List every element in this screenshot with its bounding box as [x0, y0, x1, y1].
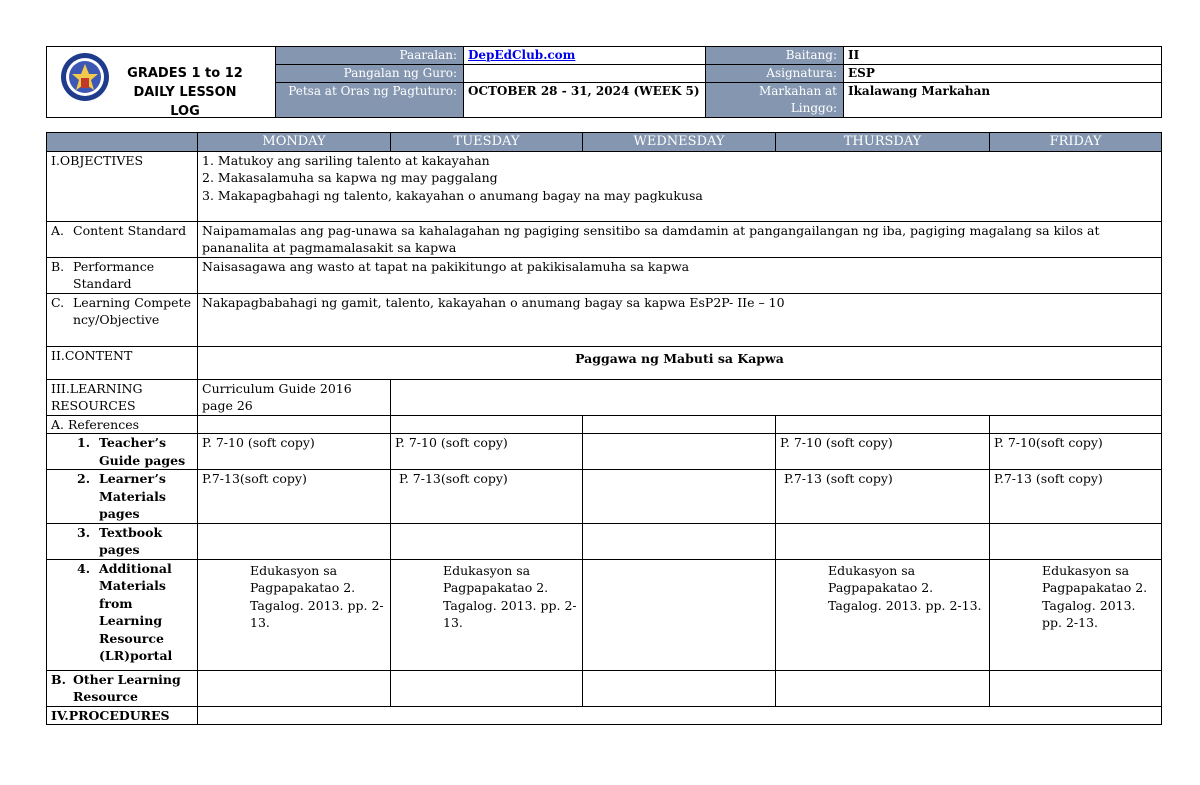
lesson-log-table [46, 132, 1162, 725]
empty-cell [583, 670, 776, 706]
objective-item: 1. Matukoy ang sariling talento at kakayahan [202, 152, 490, 168]
markahan-value: Ikalawang Markahan [844, 83, 1162, 118]
empty-cell [198, 523, 391, 559]
competency-prefix: C. [51, 294, 65, 310]
paaralan-value[interactable] [464, 47, 706, 65]
teachers-guide-wednesday [583, 434, 776, 470]
additional-thursday: Edukasyon sa Pagpapakatao 2. Tagalog. 2013. pp. 2-13. [776, 559, 990, 670]
competency-label: C. Learning Competency/Objective [47, 293, 198, 346]
empty-cell [990, 415, 1162, 434]
procedures-content [198, 706, 1162, 725]
petsa-value: OCTOBER 28 - 31, 2024 (WEEK 5) [464, 83, 706, 118]
learners-materials-label: 2. Learner’s Materials pages [47, 470, 198, 524]
paaralan-link[interactable]: DepEdClub.com [468, 48, 576, 62]
objectives-list [198, 151, 1162, 221]
learners-materials-tuesday: P. 7-13(soft copy) [391, 470, 583, 524]
baitang-label: Baitang: [706, 47, 844, 65]
empty-cell [990, 523, 1162, 559]
content-text: Paggawa ng Mabuti sa Kapwa [198, 346, 1162, 379]
empty-cell [198, 670, 391, 706]
empty-cell [198, 415, 391, 434]
learners-materials-monday: P.7-13(soft copy) [198, 470, 391, 524]
performance-standard-label: B. Performance Standard [47, 257, 198, 293]
empty-cell [391, 670, 583, 706]
performance-standard-prefix: B. [51, 258, 65, 274]
resources-rest [391, 379, 1162, 415]
resources-label: III.LEARNING RESOURCES [47, 379, 198, 415]
textbook-label: 3. Textbook pages [47, 523, 198, 559]
asignatura-value: ESP [844, 65, 1162, 83]
baitang-value: II [844, 47, 1162, 65]
learners-materials-friday: P.7-13 (soft copy) [990, 470, 1162, 524]
empty-cell [776, 415, 990, 434]
day-thursday: THURSDAY [776, 133, 990, 152]
markahan-label: Markahan at Linggo: [706, 83, 844, 118]
empty-cell [583, 415, 776, 434]
objectives-label: I.OBJECTIVES [47, 151, 198, 221]
corner-cell [47, 133, 198, 152]
guro-value [464, 65, 706, 83]
empty-cell [776, 523, 990, 559]
logo-cell [47, 47, 276, 118]
content-standard-label: A. Content Standard [47, 221, 198, 257]
procedures-label: IV.PROCEDURES [47, 706, 198, 725]
content-label: II.CONTENT [47, 346, 198, 379]
objective-item: 3. Makapagbahagi ng talento, kakayahan o anumang bagay na may pagkukusa [202, 187, 703, 203]
guro-label: Pangalan ng Guro: [276, 65, 464, 83]
learners-materials-thursday: P.7-13 (soft copy) [776, 470, 990, 524]
competency-text: Nakapagbabahagi ng gamit, talento, kakayahan o anumang bagay sa kapwa EsP2P- IIe – 10 [198, 293, 1162, 346]
teachers-guide-monday: P. 7-10 (soft copy) [198, 434, 391, 470]
teachers-guide-tuesday: P. 7-10 (soft copy) [391, 434, 583, 470]
asignatura-label: Asignatura: [706, 65, 844, 83]
other-resource-label: B. Other Learning Resource [47, 670, 198, 706]
day-monday: MONDAY [198, 133, 391, 152]
teachers-guide-thursday: P. 7-10 (soft copy) [776, 434, 990, 470]
teachers-guide-friday: P. 7-10(soft copy) [990, 434, 1162, 470]
learners-materials-wednesday [583, 470, 776, 524]
day-wednesday: WEDNESDAY [583, 133, 776, 152]
petsa-label: Petsa at Oras ng Pagtuturo: [276, 83, 464, 118]
title-line-1: GRADES 1 to 12 [127, 66, 243, 81]
empty-cell [391, 523, 583, 559]
performance-standard-text: Naisasagawa ang wasto at tapat na pakikitungo at pakikisalamuha sa kapwa [198, 257, 1162, 293]
additional-wednesday [583, 559, 776, 670]
empty-cell [990, 670, 1162, 706]
references-label: A. References [47, 415, 198, 434]
additional-monday: Edukasyon sa Pagpapakatao 2. Tagalog. 2013. pp. 2-13. [198, 559, 391, 670]
empty-cell [391, 415, 583, 434]
additional-materials-label: 4. Additional Materials from Learning Resource (LR)portal [47, 559, 198, 670]
content-standard-text: Naipamamalas ang pag-unawa sa kahalagahan ng pagiging sensitibo sa damdamin at pangangailangan ng iba, pagiging magalang sa kilos at pananalita at pagmamalasakit sa kapwa [198, 221, 1162, 257]
additional-friday: Edukasyon sa Pagpapakatao 2. Tagalog. 2013. pp. 2-13. [990, 559, 1162, 670]
objective-item: 2. Makasalamuha sa kapwa ng may paggalang [202, 170, 498, 185]
empty-cell [583, 523, 776, 559]
resources-monday: Curriculum Guide 2016 page 26 [198, 379, 391, 415]
header-table [46, 46, 1162, 118]
content-standard-prefix: A. [51, 222, 65, 238]
title-line-2: DAILY LESSON LOG [133, 85, 237, 119]
day-tuesday: TUESDAY [391, 133, 583, 152]
additional-tuesday: Edukasyon sa Pagpapakatao 2. Tagalog. 2013. pp. 2-13. [391, 559, 583, 670]
teachers-guide-label: 1. Teacher’s Guide pages [47, 434, 198, 470]
paaralan-label: Paaralan: [276, 47, 464, 65]
empty-cell [776, 670, 990, 706]
day-friday: FRIDAY [990, 133, 1162, 152]
